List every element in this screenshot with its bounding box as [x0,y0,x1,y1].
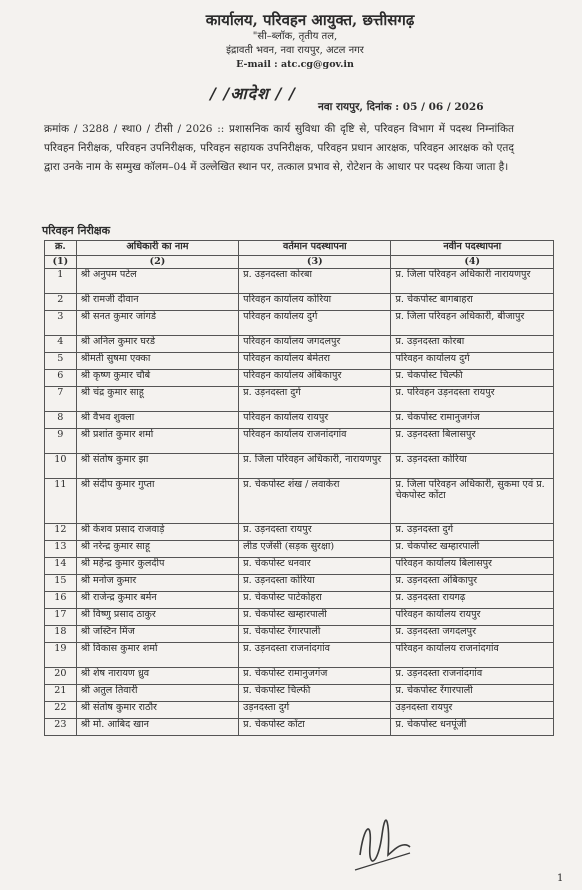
cell-officer-name: श्री महेन्द्र कुमार कुलदीप [76,558,239,575]
cell-current-posting: प्र. चेकपोस्ट चिल्फी [239,685,391,702]
table-row [45,626,554,643]
cell-serial: 13 [45,541,77,558]
cell-new-posting: प्र. उड़नदस्ता जगदलपुर [391,626,554,643]
table-row [45,719,554,736]
page-number: 1 [557,873,564,884]
table-row [45,702,554,719]
cell-officer-name: श्री अतुल तिवारी [76,685,239,702]
cell-officer-name: श्री सनत कुमार जांगडे [76,311,239,336]
cell-officer-name: श्री शेष नारायण ध्रुव [76,668,239,685]
cell-serial: 1 [45,269,77,294]
cell-current-posting: परिवहन कार्यालय कोरिया [239,294,391,311]
cell-current-posting: प्र. उड़नदस्ता राजनांदगांव [239,643,391,668]
table-row [45,387,554,412]
office-title: कार्यालय, परिवहन आयुक्त, छत्तीसगढ़ [205,11,415,29]
cell-new-posting: प्र. उड़नदस्ता कोरिया [391,454,554,479]
col-number: (1) [45,256,77,269]
header-new-posting: नवीन पदस्थापना [391,241,554,256]
cell-new-posting: प्र. परिवहन उड़नदस्ता रायपुर [391,387,554,412]
signature-mark [350,815,420,875]
cell-serial: 19 [45,643,77,668]
cell-serial: 6 [45,370,77,387]
address-line-1: "सी–ब्लॉक, तृतीय तल, [252,31,338,42]
cell-new-posting: प्र. जिला परिवहन अधिकारी, बीजापुर [391,311,554,336]
cell-officer-name: श्री जस्टिन मिंज [76,626,239,643]
cell-current-posting: प्र. उड़नदस्ता रायपुर [239,524,391,541]
cell-officer-name: श्री प्रशांत कुमार शर्मा [76,429,239,454]
cell-serial: 18 [45,626,77,643]
cell-serial: 11 [45,479,77,524]
cell-officer-name: श्री अनुपम पटेल [76,269,239,294]
cell-serial: 22 [45,702,77,719]
table-row [45,609,554,626]
column-number-row [45,256,554,269]
cell-serial: 15 [45,575,77,592]
table-row [45,269,554,294]
cell-new-posting: प्र. चेकपोस्ट रेंगारपाली [391,685,554,702]
header-current-posting: वर्तमान पदस्थापना [239,241,391,256]
col-number: (3) [239,256,391,269]
table-row [45,353,554,370]
cell-serial: 12 [45,524,77,541]
cell-officer-name: श्री संदीप कुमार गुप्ता [76,479,239,524]
col-number: (4) [391,256,554,269]
table-row [45,370,554,387]
table-row [45,479,554,524]
cell-new-posting: प्र. उड़नदस्ता बिलासपुर [391,429,554,454]
transfer-table [44,240,554,736]
cell-serial: 9 [45,429,77,454]
address-line-2: इंद्रावती भवन, नवा रायपुर, अटल नगर [226,45,364,56]
cell-current-posting: प्र. चेकपोस्ट कोंटा [239,719,391,736]
section-title: परिवहन निरीक्षक [42,224,111,237]
table-row [45,575,554,592]
cell-officer-name: श्री मनोज कुमार [76,575,239,592]
table-row [45,336,554,353]
cell-serial: 10 [45,454,77,479]
cell-new-posting: प्र. उड़नदस्ता दुर्ग [391,524,554,541]
cell-current-posting: परिवहन कार्यालय अंबिकापुर [239,370,391,387]
cell-new-posting: प्र. उड़नदस्ता राजनांदगांव [391,668,554,685]
cell-new-posting: उड़नदस्ता रायपुर [391,702,554,719]
cell-officer-name: श्री विकास कुमार शर्मा [76,643,239,668]
cell-new-posting: प्र. उड़नदस्ता रायगढ़ [391,592,554,609]
cell-serial: 4 [45,336,77,353]
cell-current-posting: परिवहन कार्यालय दुर्ग [239,311,391,336]
cell-current-posting: लीड एजेंसी (सड़क सुरक्षा) [239,541,391,558]
cell-new-posting: प्र. चेकपोस्ट बागबाहरा [391,294,554,311]
cell-serial: 17 [45,609,77,626]
cell-serial: 14 [45,558,77,575]
cell-new-posting: प्र. चेकपोस्ट रामानुजगंज [391,412,554,429]
cell-officer-name: श्री विष्णु प्रसाद ठाकुर [76,609,239,626]
table-row [45,311,554,336]
cell-current-posting: प्र. चेकपोस्ट रामानुजगंज [239,668,391,685]
cell-serial: 5 [45,353,77,370]
cell-serial: 23 [45,719,77,736]
cell-serial: 7 [45,387,77,412]
cell-officer-name: श्री कृष्ण कुमार चौबे [76,370,239,387]
cell-officer-name: श्री राजेन्द्र कुमार बर्मन [76,592,239,609]
cell-new-posting: परिवहन कार्यालय बिलासपुर [391,558,554,575]
cell-officer-name: श्री मो. आबिद खान [76,719,239,736]
cell-officer-name: श्री केशव प्रसाद राजवाड़े [76,524,239,541]
cell-new-posting: प्र. उड़नदस्ता कोरबा [391,336,554,353]
cell-current-posting: उड़नदस्ता दुर्ग [239,702,391,719]
cell-current-posting: प्र. जिला परिवहन अधिकारी, नारायणपुर [239,454,391,479]
place-date: नवा रायपुर, दिनांक : 05 / 06 / 2026 [318,101,484,113]
email-line: E-mail : atc.cg@gov.in [236,59,354,70]
table-row [45,685,554,702]
cell-serial: 21 [45,685,77,702]
cell-new-posting: प्र. जिला परिवहन अधिकारी, सुकमा एवं प्र. चेकपोस्ट कोंटा [391,479,554,524]
cell-new-posting: परिवहन कार्यालय रायपुर [391,609,554,626]
table-row [45,668,554,685]
cell-current-posting: प्र. उड़नदस्ता कोरबा [239,269,391,294]
cell-current-posting: प्र. चेकपोस्ट रेंगारपाली [239,626,391,643]
cell-current-posting: प्र. चेकपोस्ट शंख / लवाकेरा [239,479,391,524]
header-serial: क्र. [45,241,77,256]
cell-serial: 2 [45,294,77,311]
cell-officer-name: श्री वैभव शुक्ला [76,412,239,429]
cell-officer-name: श्री चंद्र कुमार साहू [76,387,239,412]
table-row [45,454,554,479]
table-row [45,294,554,311]
cell-current-posting: प्र. उड़नदस्ता कोरिया [239,575,391,592]
table-row [45,643,554,668]
cell-new-posting: प्र. चेकपोस्ट चिल्फी [391,370,554,387]
cell-serial: 16 [45,592,77,609]
order-paragraph: क्रमांक / 3288 / स्था0 / टीसी / 2026 :: प्रशासनिक कार्य सुविधा की दृष्टि से, परिवहन विभाग में पदस्थ निम्नांकित परिवहन निरीक्षक, परिवहन उपनिरीक्षक, परिवहन सहायक उपनिरीक्षक, परिवहन प्रधान आरक्षक, परिवहन आरक्षक को एतद् द्वारा उनके नाम के सम्मुख कॉलम–04 में उल्लेखित स्थान पर, तत्काल प्रभाव से, रोटेशन के आधार पर पदस्थ किया जाता है। [44,123,514,173]
order-heading: / /आदेश / / [210,84,296,103]
letterhead [60,10,530,70]
cell-new-posting: परिवहन कार्यालय राजनांदगांव [391,643,554,668]
cell-officer-name: श्री अनिल कुमार घरडे [76,336,239,353]
cell-serial: 20 [45,668,77,685]
table-header-row [45,241,554,256]
table-row [45,541,554,558]
cell-new-posting: प्र. चेकपोस्ट खम्हारपाली [391,541,554,558]
cell-current-posting: प्र. उड़नदस्ता दुर्ग [239,387,391,412]
cell-current-posting: प्र. चेकपोस्ट खम्हारपाली [239,609,391,626]
cell-officer-name: श्री रामजी दीवान [76,294,239,311]
cell-current-posting: परिवहन कार्यालय रायपुर [239,412,391,429]
table-row [45,524,554,541]
cell-officer-name: श्रीमती सुषमा एक्का [76,353,239,370]
cell-officer-name: श्री नरेन्द्र कुमार साहू [76,541,239,558]
cell-current-posting: प्र. चेकपोस्ट धनवार [239,558,391,575]
header-officer-name: अधिकारी का नाम [76,241,239,256]
cell-new-posting: परिवहन कार्यालय दुर्ग [391,353,554,370]
table-row [45,558,554,575]
table-row [45,592,554,609]
cell-current-posting: परिवहन कार्यालय जगदलपुर [239,336,391,353]
cell-current-posting: परिवहन कार्यालय राजनांदगांव [239,429,391,454]
cell-serial: 3 [45,311,77,336]
cell-current-posting: परिवहन कार्यालय बेमेतरा [239,353,391,370]
table-row [45,412,554,429]
cell-officer-name: श्री संतोष कुमार झा [76,454,239,479]
cell-current-posting: प्र. चेकपोस्ट पाटेकोहरा [239,592,391,609]
cell-new-posting: प्र. उड़नदस्ता अंबिकापुर [391,575,554,592]
cell-new-posting: प्र. चेकपोस्ट धनपूंजी [391,719,554,736]
cell-new-posting: प्र. जिला परिवहन अधिकारी नारायणपुर [391,269,554,294]
table-row [45,429,554,454]
col-number: (2) [76,256,239,269]
cell-officer-name: श्री संतोष कुमार राठौर [76,702,239,719]
cell-serial: 8 [45,412,77,429]
